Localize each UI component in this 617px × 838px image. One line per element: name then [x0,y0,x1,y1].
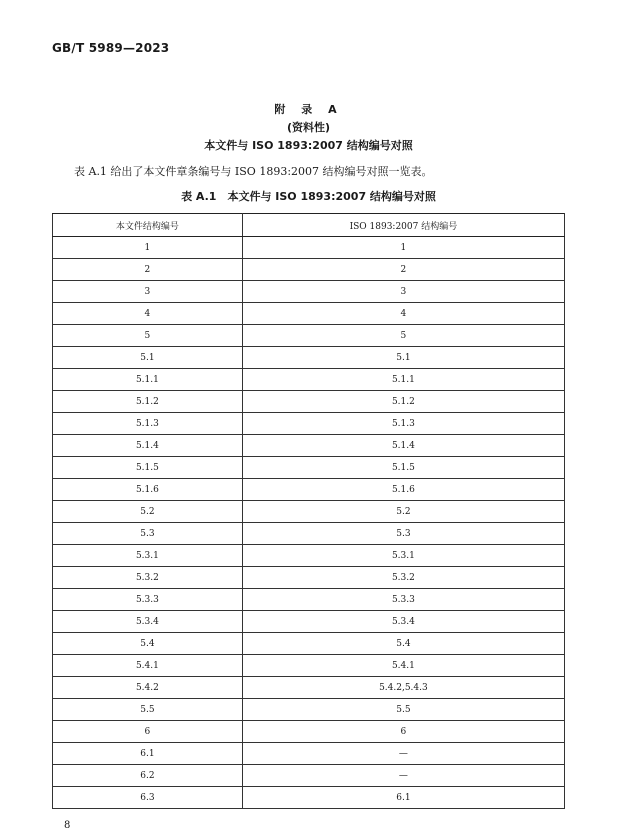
page-number: 8 [64,820,71,831]
column-header-iso: ISO 1893:2007 结构编号 [242,214,564,237]
cell-this-document-number: 5.3.2 [53,567,243,589]
cell-iso-number: 5.1.3 [242,413,564,435]
cell-this-document-number: 5.2 [53,501,243,523]
cell-this-document-number: 5.4 [53,633,243,655]
cell-iso-number: 5.3.3 [242,589,564,611]
table-row [53,589,565,611]
cell-iso-number: 5.3 [242,523,564,545]
cell-this-document-number: 5.5 [53,699,243,721]
cell-iso-number: 5.4 [242,633,564,655]
appendix-label: 附 录 A [274,103,343,116]
table-row [53,611,565,633]
table-row [53,325,565,347]
cell-this-document-number: 2 [53,259,243,281]
cell-iso-number: 6 [242,721,564,743]
appendix-title: 本文件与 ISO 1893:2007 结构编号对照 [204,139,413,152]
cell-this-document-number: 5.4.1 [53,655,243,677]
cell-iso-number: 5.4.1 [242,655,564,677]
cell-iso-number: 5.1.1 [242,369,564,391]
table-row [53,457,565,479]
table-row [53,677,565,699]
table-row [53,347,565,369]
cell-this-document-number: 5.4.2 [53,677,243,699]
table-row [53,655,565,677]
cell-iso-number: 2 [242,259,564,281]
cell-this-document-number: 6.1 [53,743,243,765]
cell-this-document-number: 3 [53,281,243,303]
cell-iso-number: 6.1 [242,787,564,809]
table-row [53,237,565,259]
cell-this-document-number: 5.1.3 [53,413,243,435]
cell-this-document-number: 5.3.4 [53,611,243,633]
cell-iso-number: 5.3.4 [242,611,564,633]
cell-iso-number: 5.4.2,5.4.3 [242,677,564,699]
cell-this-document-number: 5.3.1 [53,545,243,567]
cell-this-document-number: 1 [53,237,243,259]
cell-iso-number: 5.1.2 [242,391,564,413]
cell-this-document-number: 6.3 [53,787,243,809]
table-row [53,721,565,743]
table-row [53,303,565,325]
table-row [53,259,565,281]
cell-iso-number: 4 [242,303,564,325]
cell-iso-number: 5.2 [242,501,564,523]
table-row [53,281,565,303]
cell-this-document-number: 5.3.3 [53,589,243,611]
table-row [53,787,565,809]
table-row [53,545,565,567]
cell-this-document-number: 5.1.5 [53,457,243,479]
cell-iso-number: 5.1.5 [242,457,564,479]
cell-iso-number: — [242,743,564,765]
cell-iso-number: 5.5 [242,699,564,721]
table-row [53,435,565,457]
table-row [53,501,565,523]
cell-iso-number: 5.3.2 [242,567,564,589]
cell-this-document-number: 6 [53,721,243,743]
appendix-nature: (资料性) [286,121,331,134]
table-row [53,479,565,501]
cell-this-document-number: 5.3 [53,523,243,545]
cell-this-document-number: 5.1 [53,347,243,369]
table-caption: 表 A.1 本文件与 ISO 1893:2007 结构编号对照 [181,190,436,203]
table-row [53,743,565,765]
table-row [53,699,565,721]
table-row [53,765,565,787]
standard-code: GB/T 5989—2023 [52,41,170,55]
cell-iso-number: 5.1 [242,347,564,369]
table-row [53,413,565,435]
cell-iso-number: — [242,765,564,787]
table-row [53,567,565,589]
structure-number-table [52,213,565,809]
table-header-row [53,214,565,237]
cell-iso-number: 5 [242,325,564,347]
cell-this-document-number: 5.1.4 [53,435,243,457]
cell-this-document-number: 5 [53,325,243,347]
cell-iso-number: 5.1.4 [242,435,564,457]
cell-this-document-number: 6.2 [53,765,243,787]
cell-iso-number: 5.3.1 [242,545,564,567]
cell-iso-number: 5.1.6 [242,479,564,501]
column-header-this-document: 本文件结构编号 [53,214,243,237]
cell-iso-number: 3 [242,281,564,303]
table-row [53,369,565,391]
cell-iso-number: 1 [242,237,564,259]
cell-this-document-number: 5.1.1 [53,369,243,391]
cell-this-document-number: 5.1.2 [53,391,243,413]
cell-this-document-number: 4 [53,303,243,325]
intro-paragraph: 表 A.1 给出了本文件章条编号与 ISO 1893:2007 结构编号对照一览表。 [74,165,433,178]
cell-this-document-number: 5.1.6 [53,479,243,501]
table-row [53,633,565,655]
table-row [53,391,565,413]
table-row [53,523,565,545]
